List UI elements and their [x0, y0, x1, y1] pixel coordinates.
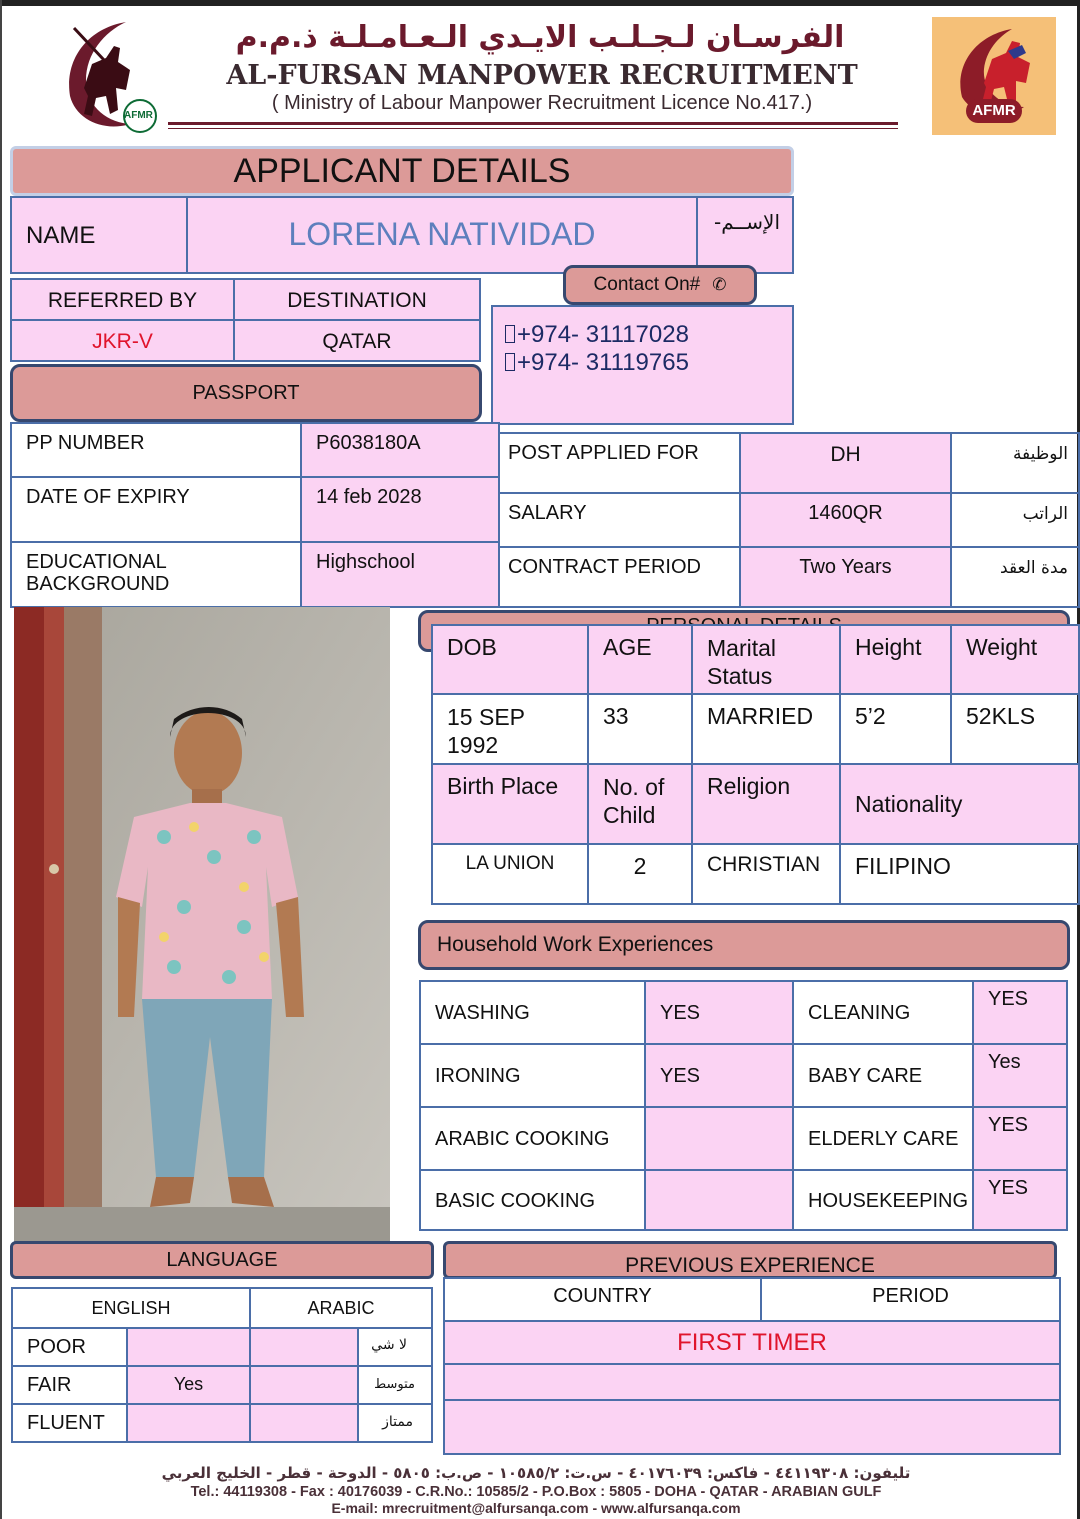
dob-label: DOB [447, 634, 497, 660]
fluent-arabic-level-cell [357, 1403, 433, 1443]
footer-contact-line: Tel.: 44119308 - Fax : 40176039 - C.R.No.: 10585/2 - P.O.Box : 5805 - DOHA - QATAR - ARABIAN GULF [190, 1484, 882, 1500]
fluent-english-cell [126, 1403, 251, 1443]
contract-label-cell [498, 546, 741, 608]
arabic-header-cell [249, 1287, 433, 1329]
nationality-value-cell [839, 843, 1080, 905]
washing-value: YES [660, 1002, 701, 1024]
age-value: 33 [603, 703, 629, 729]
education-label: EDUCATIONAL BACKGROUND [26, 551, 170, 595]
arabic-cooking-label: ARABIC COOKING [435, 1128, 610, 1150]
birthplace-value-cell [431, 843, 589, 905]
pp-number-value-cell [300, 422, 500, 478]
contact-box [491, 305, 794, 425]
salary-value: 1460QR [808, 502, 883, 524]
salary-arabic-cell [950, 492, 1080, 548]
pp-number-label-cell [10, 422, 302, 478]
previous-row-3 [443, 1399, 1061, 1455]
contract-arabic: مدة العقد [1000, 558, 1068, 578]
name-label: NAME [26, 222, 96, 249]
pp-number-value: P6038180A [316, 432, 421, 454]
fair-arabic-level: متوسط [374, 1377, 415, 1392]
poor-label-cell [11, 1327, 128, 1367]
passport-title [10, 364, 482, 422]
age-label: AGE [603, 634, 652, 660]
name-arabic-label: الإســم- [714, 210, 780, 234]
footer-email-line: E-mail: mrecruitment@alfursanqa.com - www.alfursanqa.com [331, 1500, 741, 1516]
passport-title-text: PASSPORT [192, 381, 300, 404]
expiry-label: DATE OF EXPIRY [26, 486, 190, 508]
nationality-label-cell [839, 763, 1080, 845]
company-logo-left [34, 18, 164, 133]
phone-number-1[interactable]: +974- 31117028 [517, 321, 689, 348]
company-logo-right [932, 17, 1056, 135]
top-rule [0, 0, 1080, 6]
fluent-label-cell [11, 1403, 128, 1443]
salary-value-cell [739, 492, 952, 548]
washing-value-cell [644, 980, 794, 1045]
basic-cooking-value-cell [644, 1169, 794, 1231]
children-value: 2 [633, 853, 647, 879]
weight-label: Weight [966, 634, 1038, 660]
marital-value: MARRIED [707, 703, 814, 729]
education-value-cell [300, 541, 500, 608]
destination-label: DESTINATION [287, 289, 427, 312]
country-header: COUNTRY [553, 1285, 652, 1307]
housekeeping-label-cell [792, 1169, 974, 1231]
education-label-cell [10, 541, 302, 608]
contract-label: CONTRACT PERIOD [508, 556, 701, 578]
marital-label-cell [691, 624, 841, 695]
header-underline [168, 122, 898, 125]
housekeeping-label: HOUSEKEEPING [808, 1190, 969, 1212]
expiry-value-cell [300, 476, 500, 543]
household-title [418, 920, 1070, 970]
dob-value: 15 SEP 1992 [447, 704, 525, 758]
housekeeping-value: YES [988, 1177, 1029, 1199]
fluent-arabic-level: ممتاز [382, 1414, 413, 1430]
company-name: AL-FURSAN MANPOWER RECRUITMENT [226, 60, 858, 91]
cleaning-value-cell [972, 980, 1068, 1045]
poor-arabic-cell [249, 1327, 359, 1367]
children-label: No. of Child [603, 774, 665, 828]
applicant-details-title [10, 146, 794, 196]
age-label-cell [587, 624, 693, 695]
elderly-care-value: YES [988, 1114, 1029, 1136]
children-label-cell [587, 763, 693, 845]
dob-value-cell [431, 693, 589, 765]
age-value-cell [587, 693, 693, 765]
phone-number-2[interactable]: +974- 31119765 [517, 349, 689, 376]
height-value: 5’2 [855, 703, 886, 729]
salary-label: SALARY [508, 502, 587, 524]
language-title [10, 1241, 434, 1279]
poor-english-cell [126, 1327, 251, 1367]
marital-label: Marital Status [707, 635, 777, 689]
baby-care-value: Yes [988, 1051, 1021, 1073]
salary-arabic: الراتب [1022, 504, 1068, 524]
dob-label-cell [431, 624, 589, 695]
religion-label-cell [691, 763, 841, 845]
previous-row-1 [443, 1320, 1061, 1365]
children-value-cell [587, 843, 693, 905]
household-title-text: Household Work Experiences [437, 933, 714, 956]
height-value-cell [839, 693, 952, 765]
elderly-care-label: ELDERLY CARE [808, 1128, 959, 1150]
licence-text: ( Ministry of Labour Manpower Recruitment Licence No.417.) [271, 92, 813, 114]
religion-value-cell [691, 843, 841, 905]
arabic-cooking-value-cell [644, 1106, 794, 1171]
basic-cooking-label-cell [419, 1169, 646, 1231]
english-header-cell [11, 1287, 251, 1329]
religion-label: Religion [707, 773, 791, 799]
arabic-header: ARABIC [307, 1298, 375, 1318]
elderly-care-label-cell [792, 1106, 974, 1171]
religion-value: CHRISTIAN [707, 853, 821, 876]
height-label-cell [839, 624, 952, 695]
destination-value: QATAR [322, 330, 392, 353]
destination-label-cell [233, 278, 481, 321]
fluent-arabic-cell [249, 1403, 359, 1443]
pp-number-label: PP NUMBER [26, 432, 145, 454]
ironing-label: IRONING [435, 1065, 521, 1087]
logo-badge-text-right: AFMR [972, 102, 1016, 119]
poor-label: POOR [27, 1336, 86, 1358]
period-header: PERIOD [872, 1285, 949, 1307]
contract-value: Two Years [799, 556, 892, 578]
basic-cooking-label: BASIC COOKING [435, 1190, 596, 1212]
phone-glyph-2 [505, 353, 515, 371]
birthplace-label-cell [431, 763, 589, 845]
fair-english-cell [126, 1365, 251, 1405]
first-timer-note: FIRST TIMER [677, 1329, 827, 1356]
referred-by-value-cell [10, 319, 235, 362]
fair-arabic-cell [249, 1365, 359, 1405]
height-label: Height [855, 634, 922, 660]
english-header: ENGLISH [91, 1298, 171, 1318]
company-name-arabic: الفرسـان لـجـلـب الايـدي الـعـامـلـة ذ.م.م [235, 20, 845, 55]
cleaning-label: CLEANING [808, 1002, 911, 1024]
contract-value-cell [739, 546, 952, 608]
fair-english-value: Yes [173, 1374, 204, 1394]
baby-care-value-cell [972, 1043, 1068, 1108]
previous-row-2 [443, 1363, 1061, 1401]
header-underline-thin [168, 128, 898, 129]
previous-experience-title-text: PREVIOUS EXPERIENCE [625, 1254, 875, 1277]
poor-arabic-level-cell [357, 1327, 433, 1367]
post-arabic: الوظيفة [1012, 444, 1068, 464]
weight-value: 52KLS [966, 703, 1036, 729]
name-label-cell [10, 196, 188, 274]
logo-badge-text: AFMR [124, 110, 153, 121]
poor-arabic-level: لا شي [371, 1337, 407, 1353]
cleaning-label-cell [792, 980, 974, 1045]
expiry-value: 14 feb 2028 [316, 486, 422, 508]
elderly-care-value-cell [972, 1106, 1068, 1171]
applicant-name: LORENA NATIVIDAD [288, 216, 596, 252]
referred-by-value: JKR-V [92, 330, 153, 353]
washing-label-cell [419, 980, 646, 1045]
baby-care-label: BABY CARE [808, 1065, 923, 1087]
language-title-text: LANGUAGE [166, 1248, 278, 1271]
applicant-photo [14, 607, 390, 1244]
nationality-label: Nationality [855, 791, 963, 817]
name-value-cell [186, 196, 698, 274]
nationality-value: FILIPINO [855, 853, 951, 879]
post-value: DH [830, 443, 861, 466]
baby-care-label-cell [792, 1043, 974, 1108]
ironing-label-cell [419, 1043, 646, 1108]
referred-by-label-cell [10, 278, 235, 321]
name-arabic-cell [696, 196, 794, 274]
referred-by-label: REFERRED BY [47, 289, 198, 312]
left-rule [0, 0, 2, 1519]
destination-value-cell [233, 319, 481, 362]
phone-glyph-1 [505, 325, 515, 343]
fluent-label: FLUENT [27, 1412, 105, 1434]
phone-icon: ✆ [712, 275, 727, 294]
period-header-cell [760, 1277, 1061, 1322]
ironing-value-cell [644, 1043, 794, 1108]
birthplace-value: LA UNION [465, 853, 555, 874]
expiry-label-cell [10, 476, 302, 543]
salary-label-cell [498, 492, 741, 548]
post-arabic-cell [950, 432, 1080, 494]
marital-value-cell [691, 693, 841, 765]
weight-value-cell [950, 693, 1080, 765]
footer-arabic: تليفون: ٤٤١١٩٣٠٨ - فاكس: ٤٠١٧٦٠٣٩ - س.ت: ١٠٥٨٥/٢ - ص.ب: ٥٨٠٥ - الدوحة - قطر - الخليج العربي [161, 1464, 911, 1482]
country-header-cell [443, 1277, 762, 1322]
fair-arabic-level-cell [357, 1365, 433, 1405]
housekeeping-value-cell [972, 1169, 1068, 1231]
previous-experience-title [443, 1241, 1057, 1279]
post-label: POST APPLIED FOR [508, 442, 699, 464]
fair-label-cell [11, 1365, 128, 1405]
contact-label: Contact On# [593, 274, 701, 295]
cleaning-value: YES [988, 988, 1029, 1010]
arabic-cooking-label-cell [419, 1106, 646, 1171]
applicant-details-title-text: APPLICANT DETAILS [233, 151, 571, 190]
post-label-cell [498, 432, 741, 494]
ironing-value: YES [660, 1065, 701, 1087]
post-value-cell [739, 432, 952, 494]
weight-label-cell [950, 624, 1080, 695]
fair-label: FAIR [27, 1374, 72, 1396]
contact-title [563, 265, 757, 305]
birthplace-label: Birth Place [447, 773, 559, 799]
washing-label: WASHING [435, 1002, 530, 1024]
contract-arabic-cell [950, 546, 1080, 608]
education-value: Highschool [316, 551, 415, 573]
